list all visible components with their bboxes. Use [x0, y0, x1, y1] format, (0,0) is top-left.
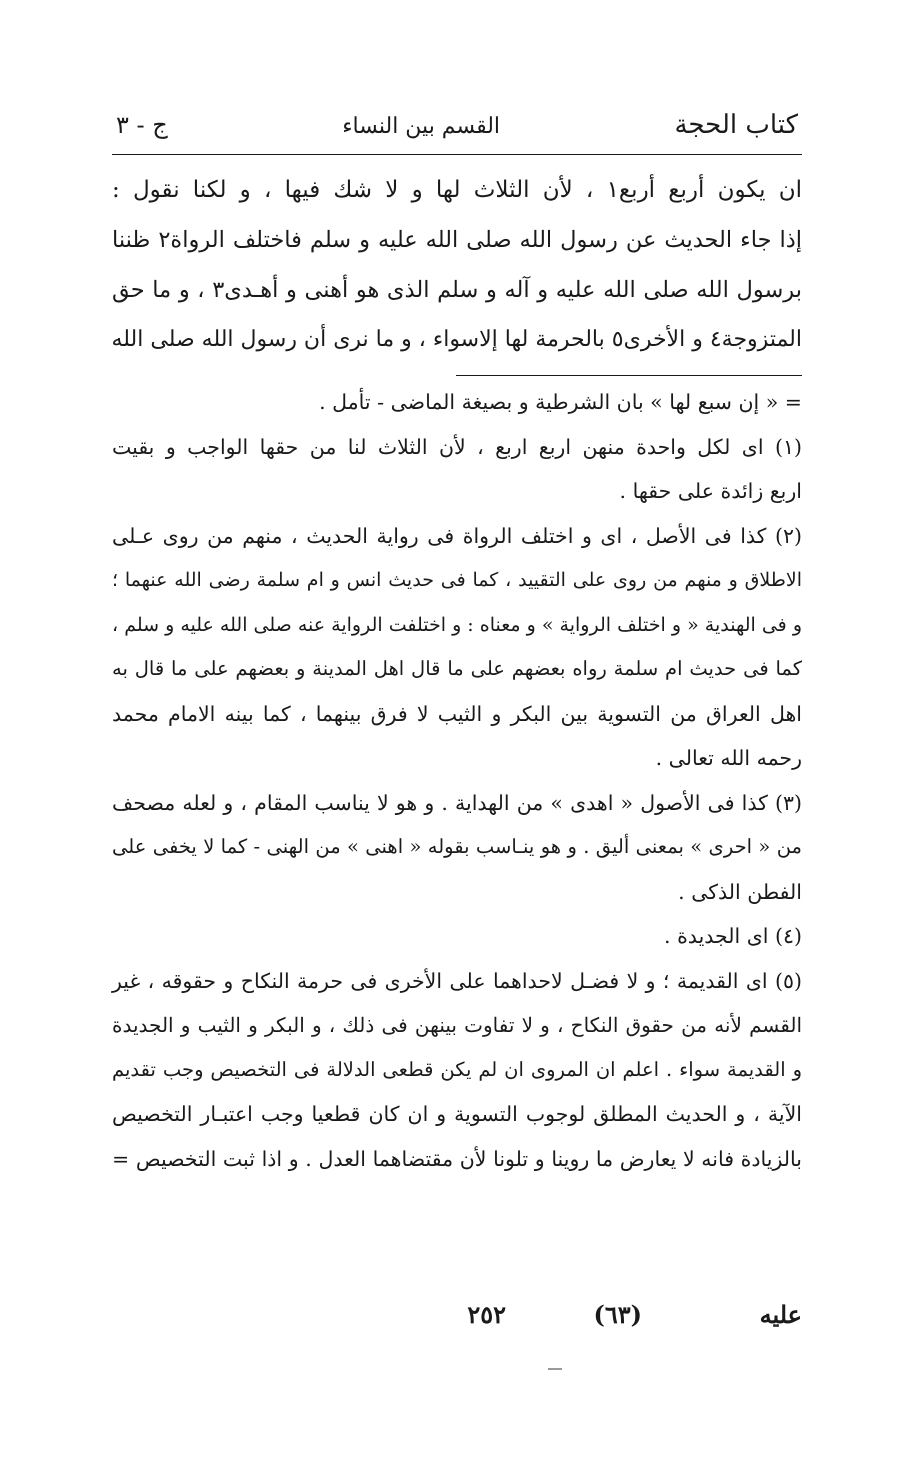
volume-number: ج - ٣ [116, 111, 168, 139]
main-line: برسول الله صلى الله عليه و آله و سلم الذى هو أهنى و أهـدى٣ ، و ما حق [112, 277, 802, 303]
footnote-line: اهل العراق من التسوية بين البكر و الثيب لا فرق بينهما ، كما بينه الامام محمد [112, 701, 802, 726]
footnote-line: و القديمة سواء . اعلم ان المروى ان لم يكن قطعى الدلالة فى التخصيص وجب تقديم [112, 1057, 802, 1081]
footnote-line: الفطن الذكى . [678, 879, 802, 904]
page-footer [112, 1300, 802, 1340]
catchword: عليه [759, 1300, 802, 1329]
footnote-line: كما فى حديث ام سلمة رواه بعضهم على ما قال اهل المدينة و بعضهم على ما قال به [112, 657, 802, 680]
section-title: القسم بين النساء [342, 114, 501, 139]
footnote-line: = « إن سبع لها » بان الشرطية و بصيغة الماضى - تأمل . [319, 390, 802, 414]
main-line: إذا جاء الحديث عن رسول الله صلى الله عليه و سلم فاختلف الرواة٢ ظننا [112, 227, 802, 253]
footnotes [112, 380, 802, 1181]
footnote-line: من « احرى » بمعنى أليق . و هو ينـاسب بقوله « اهنى » من الهنى - كما لا يخفى على [112, 835, 802, 858]
footnote-line: الآية ، و الحديث المطلق لوجوب التسوية و ان كان قطعيا وجب اعتبـار التخصيص [112, 1102, 802, 1126]
scan-speck [548, 1368, 562, 1370]
main-line: ان يكون أربع أربع١ ، لأن الثلاث لها و لا شك فيها ، و لكنا نقول : [112, 177, 803, 203]
book-title: كتاب الحجة [674, 110, 798, 140]
page-body [112, 110, 802, 1181]
footnote-line: (٤) اى الجديدة . [664, 924, 802, 948]
footnote-separator [456, 375, 802, 376]
footnote-line: و فى الهندية « و اختلف الرواية » و معناه : و اختلفت الرواية عنه صلى الله عليه و سلم ، [112, 613, 802, 636]
footnote-line: (٥) اى القديمة ؛ و لا فضـل لاحداهما على الأخرى فى حرمة النكاح و حقوقه ، غير [112, 968, 802, 993]
footnote-line: (٢) كذا فى الأصل ، اى و اختلف الرواة فى رواية الحديث ، منهم من روى عـلى [112, 523, 802, 548]
footnote-line: الاطلاق و منهم من روى على التقييد ، كما فى حديث انس و ام سلمة رضى الله عنهما ؛ [112, 569, 802, 591]
footnote-line: (١) اى لكل واحدة منهن اربع اربع ، لأن الثلاث لنا من حقها الواجب و بقيت [112, 434, 802, 459]
signature-mark: (٦٣) [593, 1300, 642, 1329]
footnote-line: القسم لأنه من حقوق النكاح ، و لا تفاوت بينهن فى ذلك ، و البكر و الثيب و الجديدة [112, 1013, 802, 1037]
main-text [112, 165, 802, 365]
running-header [112, 110, 802, 155]
page-number: ٢٥٢ [467, 1300, 506, 1329]
footnote-line: اربع زائدة على حقها . [619, 479, 802, 503]
main-line: المتزوجة٤ و الأخرى٥ بالحرمة لها إلاسواء ، و ما نرى أن رسول الله صلى الله [111, 327, 802, 352]
footnote-line: (٣) كذا فى الأصول « اهدى » من الهداية . و هو لا يناسب المقام ، و لعله مصحف [112, 790, 802, 815]
footnote-line: بالزيادة فانه لا يعارض ما روينا و تلونا لأن مقتضاهما العدل . و اذا ثبت التخصيص = [112, 1146, 802, 1171]
footnote-line: رحمه الله تعالى . [655, 746, 802, 770]
